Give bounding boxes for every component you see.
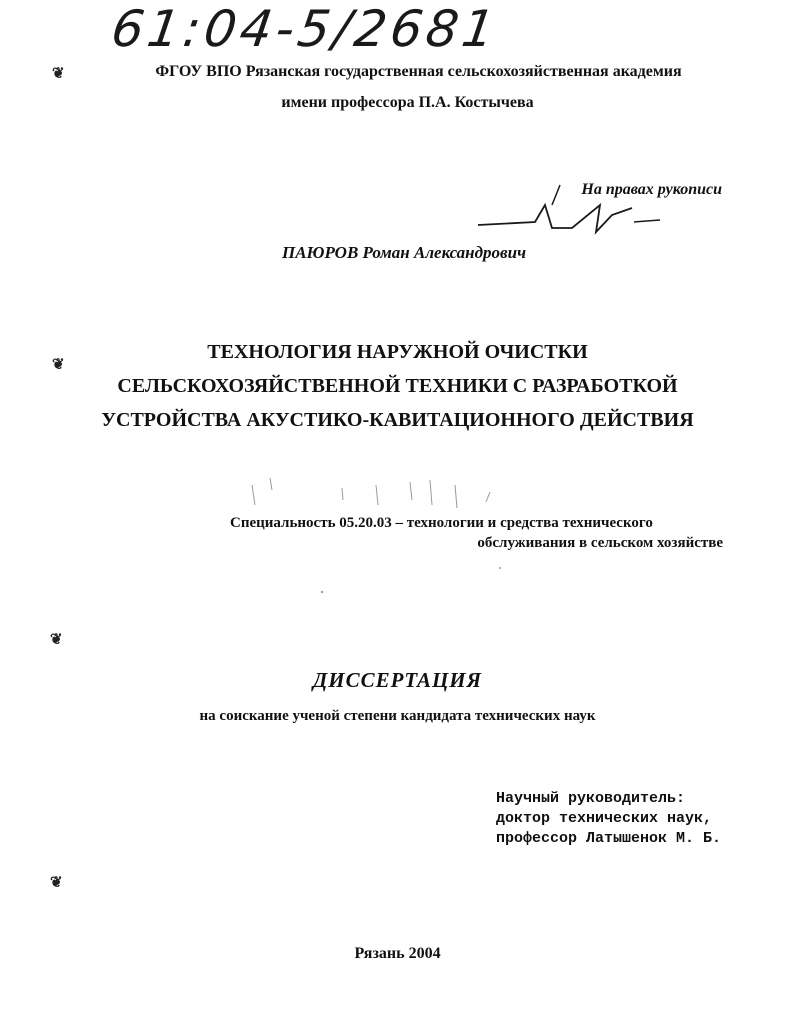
supervisor-line-2: доктор технических наук,: [496, 810, 713, 827]
specialty: [230, 513, 725, 553]
specialty-line-1: Специальность 05.20.03 – технологии и средства технического: [230, 515, 653, 531]
degree-statement: на соискание ученой степени кандидата технических наук: [199, 708, 596, 724]
city-year: Рязань 2004: [354, 945, 441, 962]
rights-note: На правах рукописи: [581, 181, 722, 198]
supervisor-block: [496, 789, 721, 849]
institution-line-2: имени профессора П.А. Костычева: [281, 94, 534, 111]
margin-mark-4: ❦: [50, 875, 63, 891]
handwritten-catalog-code: 61:04-5/2681: [107, 0, 503, 58]
margin-mark-2: ❦: [52, 357, 65, 373]
title-line-1: ТЕХНОЛОГИЯ НАРУЖНОЙ ОЧИСТКИ: [207, 341, 588, 363]
supervisor-line-1: Научный руководитель:: [496, 790, 686, 807]
title-line-2: СЕЛЬСКОХОЗЯЙСТВЕННОЙ ТЕХНИКИ С РАЗРАБОТКОЙ: [117, 375, 678, 397]
margin-mark-1: ❦: [52, 66, 65, 82]
margin-mark-3: ❦: [50, 632, 63, 648]
supervisor-line-3: профессор Латышенок М. Б.: [496, 830, 722, 847]
specialty-line-2: обслуживания в сельском хозяйстве: [477, 535, 723, 551]
institution-line-1: ФГОУ ВПО Рязанская государственная сельскохозяйственная академия: [155, 63, 682, 80]
document-type: ДИССЕРТАЦИЯ: [312, 668, 483, 692]
author-name: ПАЮРОВ Роман Александрович: [282, 243, 527, 262]
title-line-3: УСТРОЙСТВА АКУСТИКО-КАВИТАЦИОННОГО ДЕЙСТВИЯ: [101, 409, 694, 431]
